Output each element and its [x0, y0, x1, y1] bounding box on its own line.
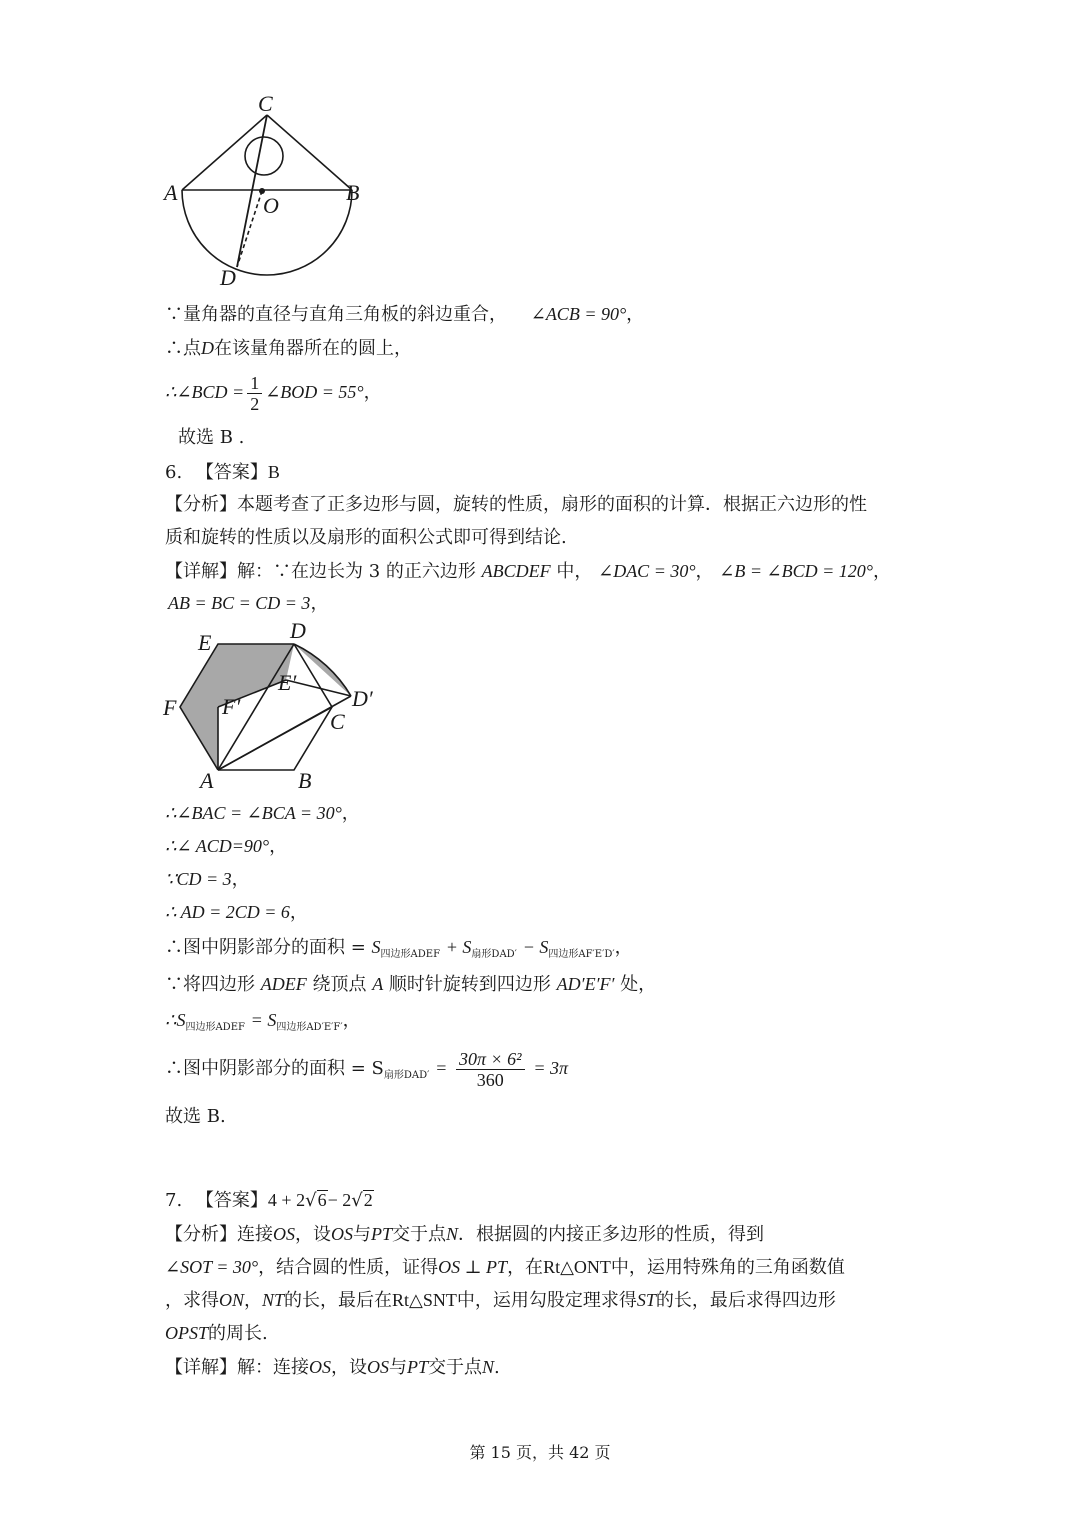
q6-step-2-math: ∴∠ ACD=90° — [165, 836, 270, 856]
q6-detail-1a: 解：∵在边长为 3 的正六边形 — [237, 561, 476, 582]
q5-l1-text: ∵量角器的直径与直角三角板的斜边重合， — [165, 304, 507, 325]
page-footer: 第 15 页，共 42 页 — [469, 1443, 611, 1462]
q7-a3-b: ON — [219, 1290, 245, 1310]
q6-step-5-a: ∴图中阴影部分的面积 = — [165, 937, 366, 958]
q7-a4-b: 的周长. — [208, 1323, 268, 1344]
q7-answer-line: 7. 【答案】4 + 2√6− 2√2 — [165, 1190, 373, 1211]
q7-d1-h: N — [482, 1357, 495, 1377]
fig2-label-E: E — [198, 630, 212, 655]
q6-step-6-c: 绕顶点 — [312, 974, 367, 995]
fig2-label-Dp: D′ — [352, 686, 373, 711]
q5-l2-a: ∴点 — [165, 338, 201, 359]
q6-step-2 — [165, 834, 287, 859]
fig2-label-Ep: E′ — [278, 670, 297, 695]
q6-step-8-result: = 3π — [533, 1058, 568, 1078]
figure-hexagon — [150, 612, 390, 797]
q6-step-5-sub2: 扇形DAD′ — [471, 949, 517, 960]
q7-answer-tag: 【答案】 — [195, 1190, 268, 1211]
q5-line-1 — [165, 302, 644, 327]
q6-step-4-end: ， — [289, 902, 308, 923]
q6-step-2-end: ， — [269, 836, 288, 857]
q6-step-7-sub1: 四边形ADEF — [185, 1022, 245, 1033]
q6-step-5-end: ， — [614, 937, 633, 958]
q5-line-2 — [165, 336, 412, 361]
fig2-label-B: B — [298, 768, 312, 793]
q7-a1-i: ．根据圆的内接正多边形的性质，得到 — [458, 1224, 765, 1245]
q6-step-7-end: ， — [342, 1010, 361, 1031]
q7-analysis-4 — [165, 1321, 268, 1346]
q6-step-7-a: ∴S — [165, 1010, 186, 1030]
q7-a1-f: PT — [371, 1224, 393, 1244]
q7-a3-i: 的长，最后求得四边形 — [655, 1290, 836, 1311]
q7-answer-radicand-2: 2 — [363, 1190, 373, 1210]
q7-a2-c: OS ⊥ PT — [438, 1257, 508, 1277]
q7-a2-a: ∠SOT = 30° — [165, 1257, 259, 1277]
q7-d1-e: 与 — [389, 1357, 407, 1378]
q6-analysis-text-2: 质和旋转的性质以及扇形的面积公式即可得到结论. — [165, 527, 567, 548]
q6-answer-line — [165, 460, 280, 485]
q6-detail-1b: ABCDEF — [481, 561, 551, 581]
q5-frac-num: 1 — [247, 373, 262, 394]
q7-a1-b: OS — [273, 1224, 295, 1244]
q6-number: 6. — [165, 462, 183, 483]
q6-step-1 — [165, 801, 360, 826]
q7-a2-e: Rt△ONT — [543, 1257, 611, 1277]
q6-step-5-sub1: 四边形ADEF — [380, 949, 441, 960]
fig2-label-F: F — [163, 695, 177, 720]
q5-l2-b: 在该量角器所在的圆上， — [214, 338, 412, 359]
q7-analysis-3 — [165, 1288, 836, 1313]
q7-d1-f: PT — [407, 1357, 429, 1377]
q6-step-1-end: ， — [341, 803, 360, 824]
q6-detail-tag: 【详解】 — [165, 561, 237, 582]
q7-a1-e: 与 — [353, 1224, 371, 1245]
q6-step-6-b: ADEF — [260, 974, 307, 994]
q7-d1-g: 交于点 — [428, 1357, 483, 1378]
q6-detail-1f: ∠B = ∠BCD = 120° — [719, 561, 873, 581]
q7-a1-g: 交于点 — [392, 1224, 447, 1245]
q5-l1-math: ∠ACB = 90° — [530, 304, 627, 324]
q6-step-8-sub: 扇形DAD′ — [383, 1070, 430, 1081]
q6-detail-1e: ， — [695, 561, 714, 582]
q7-a2-b: ，结合圆的性质，证得 — [258, 1257, 439, 1278]
q6-step-8-fraction — [456, 1049, 525, 1090]
q5-l4: 故选 B . — [178, 427, 245, 448]
q7-analysis-1 — [165, 1222, 764, 1247]
q5-l2-d: D — [201, 338, 214, 358]
fig1-label-B: B — [346, 180, 360, 205]
q5-l3-post: ∠BOD = 55° — [265, 382, 364, 402]
q6-step-8-num: 30π × 6² — [456, 1049, 525, 1070]
q7-a3-h: ST — [636, 1290, 656, 1310]
q7-d1-c: ，设 — [331, 1357, 367, 1378]
q6-step-3 — [165, 867, 250, 892]
q7-analysis-tag: 【分析】 — [165, 1224, 237, 1245]
q6-step-5-S: S — [371, 937, 381, 957]
q6-analysis-1 — [165, 493, 867, 517]
q6-step-9: 故选 B. — [165, 1106, 226, 1127]
q6-step-3-math: ∵CD = 3 — [165, 869, 232, 889]
q7-a3-d: NT — [262, 1290, 285, 1310]
q7-d1-i: . — [494, 1357, 500, 1378]
q7-a1-c: ，设 — [295, 1224, 331, 1245]
q7-answer-b: − 2 — [327, 1190, 352, 1210]
q7-d1-d: OS — [367, 1357, 389, 1377]
q6-step-8-eq: = — [435, 1058, 448, 1078]
q7-a2-d: ，在 — [507, 1257, 544, 1278]
fig2-label-A: A — [200, 768, 214, 793]
q6-step-5-minus: − S — [522, 937, 549, 957]
q6-answer-tag: 【答案】 — [195, 462, 268, 483]
q6-step-7-sub2: 四边形AD′E′F′ — [276, 1022, 343, 1033]
q7-number: 7. — [165, 1190, 183, 1211]
q7-answer-radicand-1: 6 — [317, 1190, 327, 1210]
q7-detail-tag: 【详解】 — [165, 1357, 237, 1378]
q6-step-7-b: = S — [250, 1010, 277, 1030]
q6-detail-2-end: ， — [310, 593, 329, 614]
q7-answer-a: 4 + 2 — [267, 1190, 306, 1210]
fig1-label-D: D — [220, 265, 236, 290]
q6-step-6-g: 处， — [620, 974, 657, 995]
q6-detail-1c: 中， — [556, 561, 593, 582]
q7-a1-d: OS — [331, 1224, 353, 1244]
q6-step-5-sub3: 四边形AF′E′D′ — [548, 949, 615, 960]
q7-detail-1 — [165, 1355, 500, 1380]
q7-a3-a: ，求得 — [165, 1290, 219, 1311]
q6-step-6-a: ∵将四边形 — [165, 974, 255, 995]
q6-step-3-end: ， — [231, 869, 250, 890]
q6-analysis-2 — [165, 526, 567, 550]
q5-l3-end: ， — [363, 382, 382, 403]
q7-a3-e: 的长，最后在 — [284, 1290, 393, 1311]
fig1-label-O: O — [263, 193, 279, 218]
q5-line-4 — [178, 426, 244, 450]
q6-step-8-den: 360 — [476, 1069, 504, 1090]
q7-a3-c: ， — [244, 1290, 263, 1311]
q6-detail-1 — [165, 559, 891, 584]
q6-step-7 — [165, 1008, 361, 1040]
q7-a1-h: N — [446, 1224, 459, 1244]
q7-analysis-2 — [165, 1255, 845, 1280]
q6-analysis-text-1: 本题考查了正多边形与圆，旋转的性质，扇形的面积的计算．根据正六边形的性 — [237, 494, 867, 515]
q7-a2-f: 中，运用特殊角的三角函数值 — [610, 1257, 845, 1278]
q5-l3-pre: ∴∠BCD = — [165, 382, 245, 402]
fig2-label-D: D — [290, 618, 306, 643]
q6-step-4 — [165, 900, 308, 925]
q7-a1-a: 连接 — [237, 1224, 273, 1245]
q6-step-5 — [165, 935, 633, 967]
figure-protractor — [150, 85, 380, 295]
q6-step-1-math: ∴∠BAC = ∠BCA = 30° — [165, 803, 342, 823]
fig1-label-C: C — [258, 91, 273, 116]
q6-step-6-f: AD′E′F′ — [556, 974, 615, 994]
fig2-label-C: C — [330, 709, 345, 734]
q5-l1-end: ， — [626, 304, 645, 325]
q6-answer: B — [267, 462, 280, 482]
q7-a4-a: OPST — [165, 1323, 209, 1343]
q6-detail-2-math: AB = BC = CD = 3 — [168, 593, 311, 613]
q6-step-8-a: ∴图中阴影部分的面积 = S — [165, 1058, 384, 1079]
fig2-label-Fp: F′ — [222, 694, 241, 719]
fig1-label-A: A — [164, 180, 178, 205]
q6-detail-1g: ， — [872, 561, 891, 582]
q6-step-8 — [165, 1044, 568, 1100]
q5-fraction — [247, 373, 262, 414]
q7-a3-f: Rt△SNT — [392, 1290, 457, 1310]
q6-step-6-d: A — [372, 974, 384, 994]
q6-step-6 — [165, 972, 656, 997]
q6-step-6-e: 顺时针旋转到四边形 — [388, 974, 551, 995]
q5-line-3 — [165, 368, 382, 417]
q7-a3-g: 中，运用勾股定理求得 — [456, 1290, 637, 1311]
q6-analysis-tag: 【分析】 — [165, 494, 237, 515]
q6-step-9 — [165, 1105, 226, 1129]
q6-step-5-plus: + S — [445, 937, 472, 957]
q7-d1-b: OS — [309, 1357, 331, 1377]
q7-d1-a: 解：连接 — [237, 1357, 309, 1378]
q5-frac-den: 2 — [250, 393, 260, 414]
q6-step-4-math: ∴ AD = 2CD = 6 — [165, 902, 290, 922]
q6-detail-1d: ∠DAC = 30° — [598, 561, 696, 581]
